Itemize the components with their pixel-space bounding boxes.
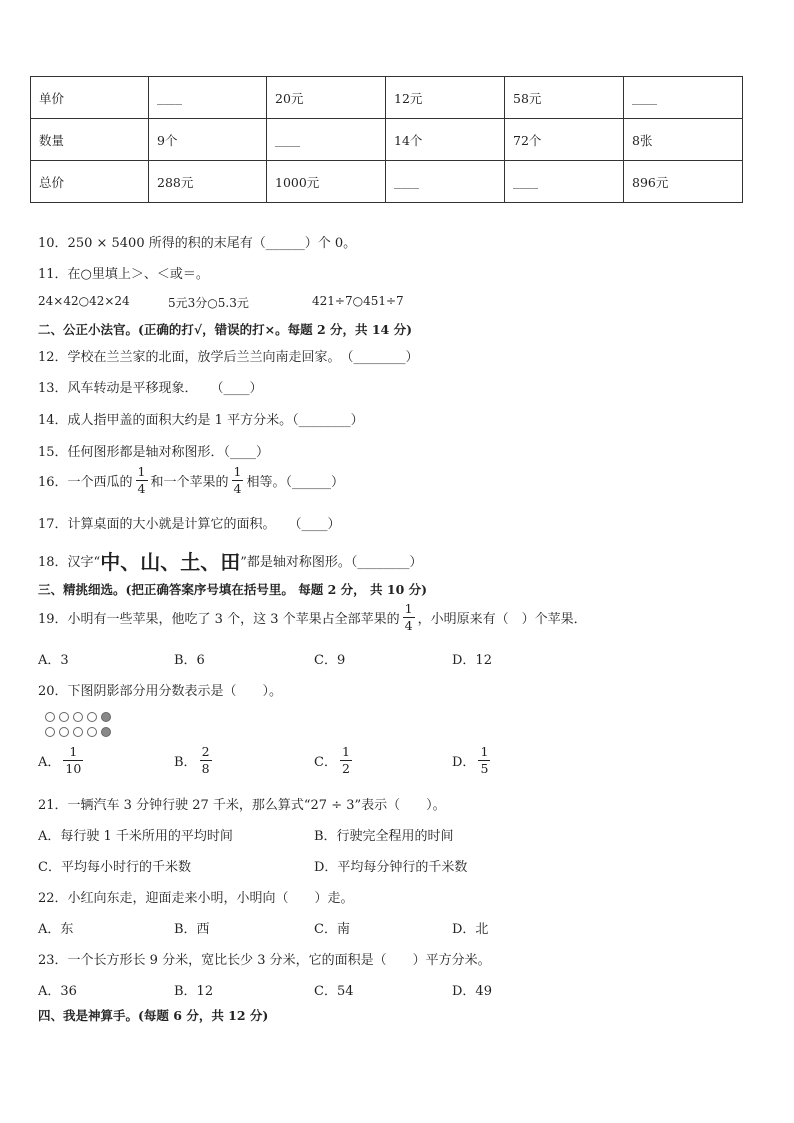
row-label: 数量 <box>31 119 149 161</box>
circle <box>45 712 55 722</box>
option-c: C．9 <box>314 653 346 668</box>
table-cell: 896元 <box>624 161 743 203</box>
question-19 <box>38 603 587 632</box>
option-b: B．行驶完全程用的时间 <box>314 829 454 844</box>
shaded-circle <box>101 727 111 737</box>
table-cell: 12元 <box>386 77 505 119</box>
table-row <box>31 161 743 203</box>
section-3-heading: 三、精挑细选。(把正确答案序号填在括号里。 每题 2 分， 共 10 分) <box>38 582 428 597</box>
fraction: $\frac{1}{4}$ <box>233 464 242 496</box>
question-18 <box>38 546 422 575</box>
question-11: 11．在○里填上＞、＜或＝。 <box>38 267 209 282</box>
fraction: $\frac{1}{10}$ <box>65 744 82 776</box>
table-cell: 14个 <box>386 119 505 161</box>
fraction: $\frac{2}{8}$ <box>201 744 210 776</box>
option-d: D．平均每分钟行的千米数 <box>314 860 468 875</box>
section-4-heading: 四、我是神算手。(每题 6 分，共 12 分) <box>38 1008 269 1023</box>
option-b: B． $\frac{2}{8}$ <box>174 744 210 776</box>
table-cell: 20元 <box>267 77 386 119</box>
table-cell: 8张 <box>624 119 743 161</box>
section-2-heading: 二、公正小法官。(正确的打√，错误的打×。每题 2 分，共 14 分) <box>38 322 413 337</box>
question-10: 10．250 × 5400 所得的积的末尾有（______）个 0。 <box>38 236 357 251</box>
question-23: 23．一个长方形长 9 分米，宽比长少 3 分米，它的面积是（ ）平方分米。 <box>38 953 491 968</box>
question-14: 14．成人指甲盖的面积大约是 1 平方分米。（________） <box>38 413 364 428</box>
q19-text: ，小明原来有（ ）个苹果． <box>417 612 587 627</box>
table-cell: 58元 <box>505 77 624 119</box>
table-cell: ____ <box>505 161 624 203</box>
table-cell: 1000元 <box>267 161 386 203</box>
option-a: A．36 <box>38 984 77 999</box>
question-15: 15．任何图形都是轴对称图形．（____） <box>38 445 270 460</box>
fraction: $\frac{1}{4}$ <box>404 601 413 633</box>
q11-item: 24×42○42×24 <box>38 294 130 308</box>
table-cell: ____ <box>624 77 743 119</box>
table-cell: ____ <box>386 161 505 203</box>
question-22: 22．小红向东走，迎面走来小明，小明向（ ）走。 <box>38 891 354 906</box>
fraction: $\frac{1}{4}$ <box>137 464 146 496</box>
option-c: C．南 <box>314 922 350 937</box>
option-d: D．12 <box>452 653 492 668</box>
q11-item: 421÷7○451÷7 <box>312 294 404 308</box>
q16-text: 和一个苹果的 <box>150 475 229 490</box>
table-row <box>31 119 743 161</box>
option-b: B．6 <box>174 653 205 668</box>
circle <box>73 712 83 722</box>
circle <box>59 727 69 737</box>
price-table <box>30 76 743 203</box>
question-20: 20．下图阴影部分用分数表示是（ ）。 <box>38 684 283 699</box>
option-d: D．北 <box>452 922 489 937</box>
circle <box>87 712 97 722</box>
question-12: 12．学校在兰兰家的北面，放学后兰兰向南走回家。 （________） <box>38 350 419 365</box>
shaded-circle <box>101 712 111 722</box>
fraction: $\frac{1}{5}$ <box>480 744 489 776</box>
question-21: 21．一辆汽车 3 分钟行驶 27 千米，那么算式“27 ÷ 3”表示（ ）。 <box>38 798 446 813</box>
table-cell: ____ <box>267 119 386 161</box>
option-a: A．3 <box>38 653 69 668</box>
q16-text: 相等。（______） <box>246 475 344 490</box>
option-b: B．12 <box>174 984 214 999</box>
circle <box>59 712 69 722</box>
row-label: 单价 <box>31 77 149 119</box>
question-17: 17．计算桌面的大小就是计算它的面积。 （____） <box>38 517 341 532</box>
q18-text: ”都是轴对称图形。（________） <box>240 555 423 570</box>
q18-characters: 中、山、土、田 <box>100 550 241 574</box>
option-b: B．西 <box>174 922 210 937</box>
q18-text: 18．汉字“ <box>38 555 101 570</box>
q16-text: 16．一个西瓜的 <box>38 475 133 490</box>
option-a: A． $\frac{1}{10}$ <box>38 744 82 776</box>
table-cell: ____ <box>149 77 267 119</box>
table-row <box>31 77 743 119</box>
table-cell: 72个 <box>505 119 624 161</box>
table-cell: 9个 <box>149 119 267 161</box>
table-cell: 288元 <box>149 161 267 203</box>
option-d: D．49 <box>452 984 492 999</box>
option-a: A．每行驶 1 千米所用的平均时间 <box>38 829 233 844</box>
option-c: C．54 <box>314 984 354 999</box>
q11-item: 5元3分○5.3元 <box>168 296 249 310</box>
q19-text: 19．小明有一些苹果，他吃了 3 个，这 3 个苹果占全部苹果的 <box>38 612 400 627</box>
question-13: 13．风车转动是平移现象． （____） <box>38 381 263 396</box>
circle <box>73 727 83 737</box>
question-16 <box>38 466 344 495</box>
option-c: C．平均每小时行的千米数 <box>38 860 191 875</box>
fraction: $\frac{1}{2}$ <box>341 744 350 776</box>
circle <box>87 727 97 737</box>
option-d: D． $\frac{1}{5}$ <box>452 744 489 776</box>
option-c: C． $\frac{1}{2}$ <box>314 744 350 776</box>
option-a: A．东 <box>38 922 74 937</box>
circle <box>45 727 55 737</box>
row-label: 总价 <box>31 161 149 203</box>
